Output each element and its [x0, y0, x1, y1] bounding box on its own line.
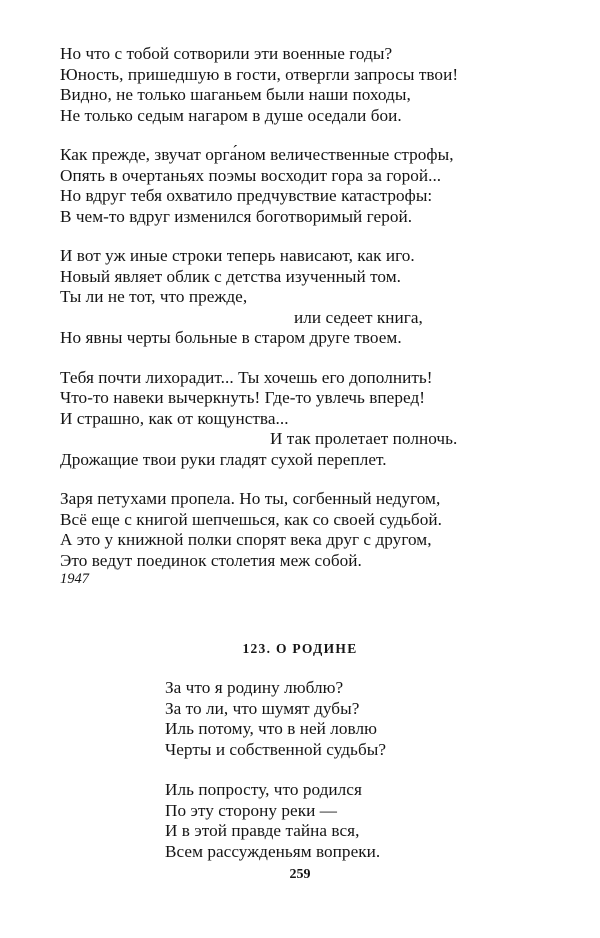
poem-line: Но явны черты больные в старом друге твоем.: [60, 328, 402, 347]
poem-year: 1947: [60, 571, 89, 587]
poem-line: За что я родину люблю?: [165, 678, 344, 697]
poem-2: [165, 678, 525, 882]
poem-line: За то ли, что шумят дубы?: [165, 698, 360, 718]
poem-line: Опять в очертаньях поэмы восходит гора за горой...: [60, 165, 442, 185]
poem-line: Иль потому, что в ней ловлю: [165, 719, 377, 738]
poem-line: Это ведут поединок столетия меж собой.: [60, 550, 362, 570]
poem-line: Всё еще с книгой шепчешься, как со своей судьбой.: [60, 509, 442, 529]
poem-line: Что-то навеки вычеркнуть! Где-то увлечь вперед!: [60, 388, 426, 407]
poem-line: Как прежде, звучат орга́ном величественные строфы,: [60, 145, 454, 164]
poem-line-indented: И так пролетает полночь.: [270, 429, 458, 448]
stanza-1: [60, 44, 560, 126]
poem-line: И вот уж иные строки теперь нависают, как иго.: [60, 246, 415, 265]
stanza-2: [60, 145, 560, 227]
stanza-3: [60, 246, 560, 349]
stanza-2: [165, 780, 525, 862]
stanza-5: [60, 489, 560, 571]
poem-line: Ты ли не тот, что прежде,: [60, 287, 248, 306]
poem-line: Иль попросту, что родился: [165, 780, 362, 799]
poem-line: Черты и собственной судьбы?: [165, 739, 387, 759]
poem-line: И страшно, как от кощунства...: [60, 408, 289, 428]
poem-line: Тебя почти лихорадит... Ты хочешь его дополнить!: [60, 367, 433, 387]
stanza-4: [60, 368, 560, 471]
poem-line: Новый являет облик с детства изученный том.: [60, 266, 401, 286]
poem-1: [60, 44, 560, 590]
poem-line-indented: или седеет книга,: [294, 307, 423, 327]
poem-line: По эту сторону реки —: [165, 800, 337, 820]
poem-line: Дрожащие твои руки гладят сухой переплет.: [60, 449, 387, 469]
poem-line: Видно, не только шаганьем были наши походы,: [60, 85, 411, 104]
poem-line: А это у книжной полки спорят века друг с другом,: [60, 530, 432, 549]
poem-line: В чем-то вдруг изменился боготворимый герой.: [60, 206, 413, 226]
poem-line: Заря петухами пропела. Но ты, согбенный недугом,: [60, 489, 441, 508]
page-number: 259: [289, 867, 311, 882]
poem-line: Всем рассужденьям вопреки.: [165, 841, 381, 861]
poem-title: 123. О РОДИНЕ: [242, 641, 358, 656]
poem-line: Но что с тобой сотворили эти военные годы?: [60, 44, 393, 63]
poem-line: Но вдруг тебя охватило предчувствие катастрофы:: [60, 186, 433, 205]
poem-line: И в этой правде тайна вся,: [165, 821, 360, 840]
poem-line: Не только седым нагаром в душе оседали бои.: [60, 105, 402, 125]
poem-line: Юность, пришедшую в гости, отвергли запросы твои!: [60, 64, 459, 84]
stanza-1: [165, 678, 525, 760]
